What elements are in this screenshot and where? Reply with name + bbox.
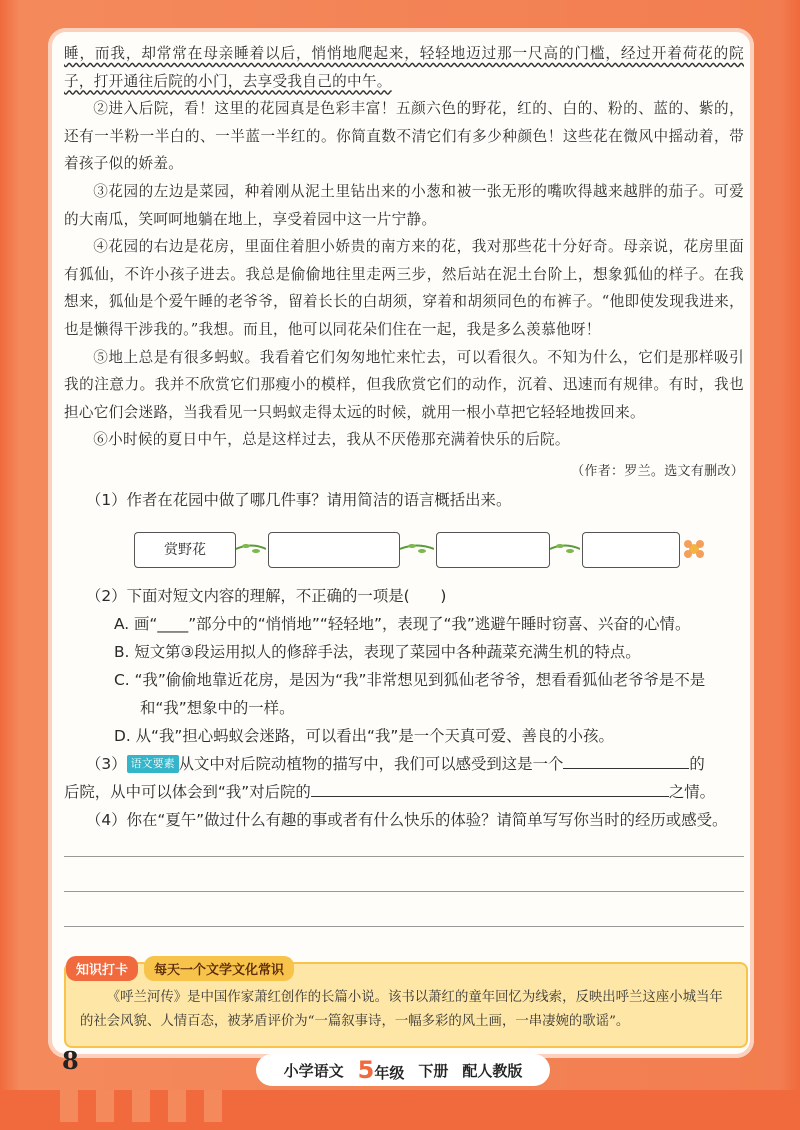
footer-volume: 下册 <box>418 1061 449 1080</box>
passage-paragraph-2: ②进入后院，看！这里的花园真是色彩丰富！五颜六色的野花，红的、白的、粉的、蓝的、紫的，还有一半粉一半白的、一半蓝一半红的。你简直数不清它们有多少种颜色！这些花在微风中摇动着，带着孩子似的娇羞。 <box>64 100 744 173</box>
option-d[interactable]: D. 从“我”担心蚂蚁会迷路，可以看出“我”是一个天真可爱、善良的小孩。 <box>114 726 614 745</box>
question-2: （2）下面对短文内容的理解，不正确的一项是( ) <box>86 586 447 605</box>
passage-paragraph-6: ⑥小时候的夏日中午，总是这样过去，我从不厌倦那充满着快乐的后院。 <box>93 431 570 449</box>
knowledge-card-header <box>66 956 294 981</box>
knowledge-card-subtitle: 每天一个文学文化常识 <box>144 956 294 981</box>
passage-paragraph-3: ③花园的左边是菜园，种着刚从泥土里钻出来的小葱和被一张无形的嘴吹得越来越胖的茄子。可爱的大南瓜，笑呵呵地躺在地上，享受着园中这一片宁静。 <box>64 182 744 228</box>
passage-paragraph-5: ⑤地上总是有很多蚂蚁。我看着它们匆匆地忙来忙去，可以看很久。不知为什么，它们是那样吸引我的注意力。我并不欣赏它们那瘦小的模样，但我欣赏它们的动作，沉着、迅速而有规律。有时，我也担心它们会迷路，当我看见一只蚂蚁走得太远的时候，就用一根小草把它轻轻地拨回来。 <box>64 348 744 421</box>
question-3-line-2 <box>64 778 744 806</box>
option-b[interactable]: B. 短文第③段运用拟人的修辞手法，表现了菜园中各种蔬菜充满生机的特点。 <box>114 642 641 661</box>
knowledge-card-label: 知识打卡 <box>66 956 138 981</box>
question-3-text-a: 从文中对后院动植物的描写中，我们可以感受到这是一个 <box>178 754 564 773</box>
passage-source: （作者：罗兰。选文有删改） <box>571 463 744 479</box>
answer-blank-2[interactable] <box>311 778 669 797</box>
vine-icon <box>236 542 266 556</box>
passage-paragraph-1-end <box>64 40 744 95</box>
answer-flow-diagram <box>64 524 744 574</box>
question-3 <box>64 750 744 778</box>
option-c[interactable]: C. “我”偷偷地靠近花房，是因为“我”非常想见到狐仙老爷爷，想看看狐仙老爷爷是不是 <box>114 670 706 689</box>
footer-subject: 小学语文 <box>283 1061 344 1080</box>
footer-grade <box>358 1056 405 1084</box>
option-c-continued: 和“我”想象中的一样。 <box>140 698 295 717</box>
answer-line[interactable] <box>64 891 744 892</box>
flow-box-2[interactable] <box>268 532 400 568</box>
wavy-underlined-text: 睡，而我，却常常在母亲睡着以后，悄悄地爬起来，轻轻地迈过那一尺高的门槛，经过开着荷花的院子，打开通往后院的小门，去享受我自己的中午。 <box>64 45 744 90</box>
flow-box-4[interactable] <box>582 532 680 568</box>
question-1: （1）作者在花园中做了哪几件事？请用简洁的语言概括出来。 <box>86 490 512 509</box>
questions <box>64 486 744 927</box>
flow-box-3[interactable] <box>436 532 550 568</box>
bottom-decoration <box>0 1090 800 1130</box>
knowledge-card-text: 《呼兰河传》是中国作家萧红创作的长篇小说。该书以萧红的童年回忆为线索，反映出呼兰这座小城当年的社会风貌、人情百态，被茅盾评价为“一篇叙事诗，一幅多彩的风土画，一串凄婉的歌谣”。 <box>80 990 723 1029</box>
answer-blank-1[interactable] <box>563 750 689 769</box>
flow-box-1-label: 赏野花 <box>164 541 206 558</box>
flower-icon <box>680 536 708 562</box>
vine-icon <box>400 542 434 556</box>
footer-badge <box>256 1054 550 1086</box>
flow-box-1 <box>134 532 236 568</box>
footer-edition: 配人教版 <box>462 1061 523 1080</box>
option-a[interactable]: A. 画“____”部分中的“悄悄地”“轻轻地”，表现了“我”逃避午睡时窃喜、兴奋的心情。 <box>114 614 691 633</box>
question-4: （4）你在“夏午”做过什么有趣的事或者有什么快乐的体验？请简单写写你当时的经历或感受。 <box>86 810 728 829</box>
page-number: 8 <box>62 1046 79 1075</box>
footer-grade-suffix: 年级 <box>374 1064 405 1082</box>
passage-paragraph-4: ④花园的右边是花房，里面住着胆小娇贵的南方来的花，我对那些花十分好奇。母亲说，花房里面有狐仙，不许小孩子进去。我总是偷偷地往里走两三步，然后站在泥土台阶上，想象狐仙的样子。在我想来，狐仙是个爱午睡的老爷爷，留着长长的白胡须，穿着和胡须同色的布裤子。“他即使发现我进来，也是懒得干涉我的。”我想。而且，他可以同花朵们住在一起，我是多么羡慕他呀！ <box>64 238 744 338</box>
question-3-text-b: 的 <box>689 754 705 773</box>
knowledge-card <box>64 962 748 1048</box>
main-content <box>64 40 744 961</box>
question-3-text-d: 之情。 <box>668 782 715 801</box>
vine-icon <box>550 542 580 556</box>
passage <box>64 40 744 486</box>
question-3-number: （3） <box>86 754 127 773</box>
answer-line[interactable] <box>64 856 744 857</box>
question-tag: 语文要素 <box>127 755 179 773</box>
answer-line[interactable] <box>64 926 744 927</box>
bottom-ticks <box>60 1090 222 1122</box>
footer-grade-number: 5 <box>357 1056 375 1084</box>
question-3-text-c: 后院，从中可以体会到“我”对后院的 <box>64 782 311 801</box>
